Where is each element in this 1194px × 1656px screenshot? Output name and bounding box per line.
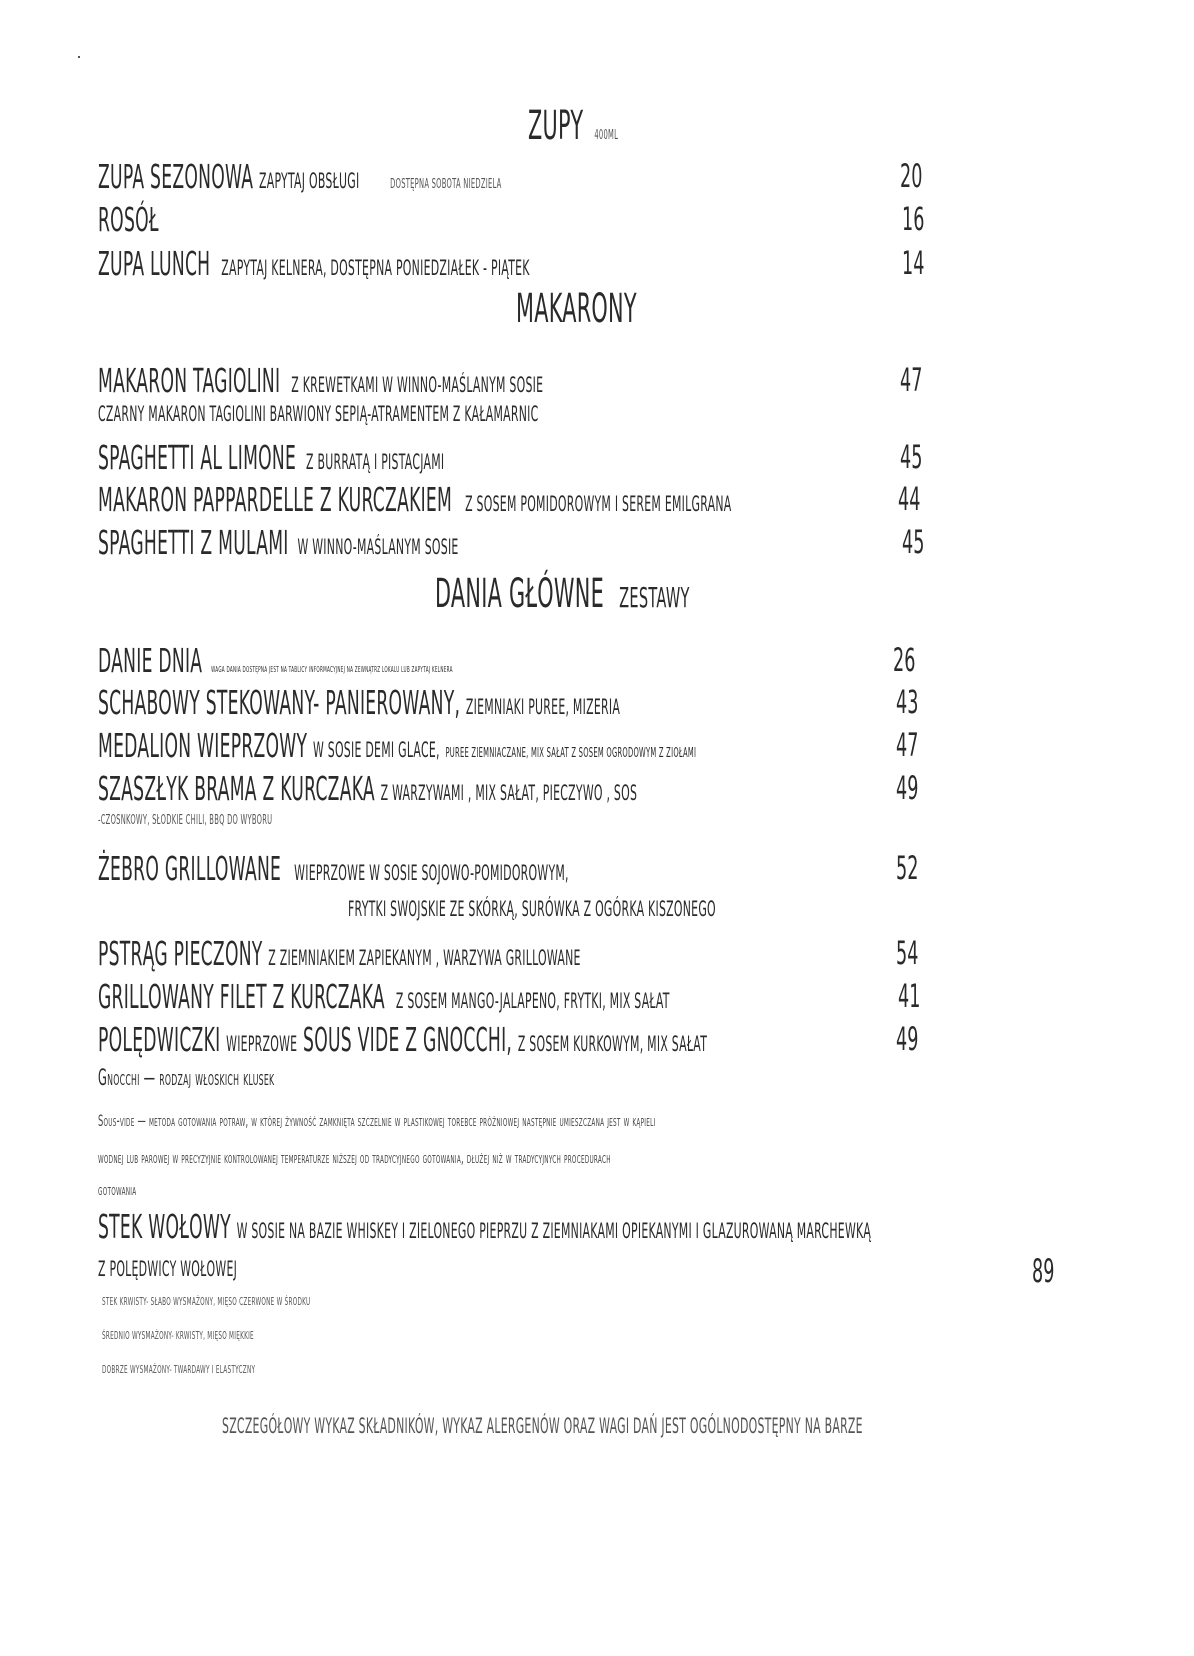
menu-item-pappardelle: MAKARON PAPPARDELLE Z KURCZAKIEM Z SOSEM POMIDOROWYM I SEREM EMILGRANA (98, 480, 732, 519)
section-note-volume: 400ML (594, 128, 619, 143)
menu-item-zupa-lunch: ZUPA LUNCH ZAPYTAJ KELNERA, DOSTĘPNA PONIEDZIAŁEK - PIĄTEK (98, 244, 530, 283)
section-title-dania: DANIA GŁÓWNE ZESTAWY (435, 571, 690, 617)
menu-item-poledwiczki: POLĘDWICZKI WIEPRZOWE SOUS VIDE Z GNOCCHI, Z SOSEM KURKOWYM, MIX SAŁAT (98, 1020, 708, 1059)
price-tagiolini: 47 (900, 361, 923, 399)
note-gnocchi: Gnocchi — rodzaj włoskich klusek (98, 1066, 275, 1091)
section-title-makarony: MAKARONY (516, 286, 637, 332)
price-stek: 89 (1032, 1252, 1055, 1290)
note-sous-vide-2: wodnej lub parowej w precyzyjnie kontrolowanej temperaturze niższej od tradycyjnego gotowania, dłużej niż w tradycyjnych procedurach (98, 1148, 611, 1167)
price-zebro: 52 (896, 849, 919, 887)
price-poledwiczki: 49 (896, 1020, 919, 1058)
menu-item-danie-dnia: DANIE DNIA WAGA DANIA DOSTĘPNA JEST NA TABLICY INFORMACYJNEJ NA ZEWNĄTRZ LOKALU LUB ZAPYTAJ KELNERA (98, 641, 453, 680)
menu-item-spaghetti-mule: SPAGHETTI Z MULAMI W WINNO-MAŚLANYM SOSIE (98, 523, 459, 562)
page-speck (78, 56, 80, 58)
menu-item-filet: GRILLOWANY FILET Z KURCZAKA Z SOSEM MANGO-JALAPENO, FRYTKI, MIX SAŁAT (98, 977, 670, 1016)
note-sous-vide-3: gotowania (98, 1180, 137, 1199)
price-pstrag: 54 (896, 934, 919, 972)
menu-item-schabowy: SCHABOWY STEKOWANY- PANIEROWANY, ZIEMNIAKI PUREE, MIZERIA (98, 683, 621, 722)
menu-item-zebro-sides: FRYTKI SWOJSKIE ZE SKÓRKĄ, SURÓWKA Z OGÓRKA KISZONEGO (348, 897, 716, 921)
price-zupa-sezonowa: 20 (900, 157, 923, 195)
menu-item-stek: STEK WOŁOWY W SOSIE NA BAZIE WHISKEY I ZIELONEGO PIEPRZU Z ZIEMNIAKAMI OPIEKANYMI I GLAZUROWANĄ MARCHEWKĄ (98, 1207, 872, 1246)
menu-item-szaszlyk-sauces: -CZOSNKOWY, SŁODKIE CHILI, BBQ DO WYBORU (98, 813, 273, 828)
price-schabowy: 43 (896, 683, 919, 721)
price-rosol: 16 (902, 200, 925, 238)
section-title-zupy: ZUPY 400ML (528, 103, 619, 149)
section-subtitle-zestawy: ZESTAWY (619, 581, 690, 614)
menu-item-pstrag: PSTRĄG PIECZONY Z ZIEMNIAKIEM ZAPIEKANYM , WARZYWA GRILLOWANE (98, 934, 581, 973)
price-spaghetti-mule: 45 (902, 523, 925, 561)
price-zupa-lunch: 14 (902, 244, 925, 282)
menu-item-stek-cut: Z POLĘDWICY WOŁOWEJ (98, 1257, 238, 1281)
note-sous-vide-1: Sous-vide — metoda gotowania potraw, w której żywność zamknięta szczelnie w plastikowej torebce próżniowej następnie umieszczana jest w kąpieli (98, 1111, 656, 1130)
menu-item-spaghetti-limone: SPAGHETTI AL LIMONE Z BURRATĄ I PISTACJAMI (98, 438, 445, 477)
menu-item-tagiolini: MAKARON TAGIOLINI Z KREWETKAMI W WINNO-MAŚLANYM SOSIE (98, 361, 544, 400)
footer-allergen-note: SZCZEGÓŁOWY WYKAZ SKŁADNIKÓW, WYKAZ ALERGENÓW ORAZ WAGI DAŃ JEST OGÓLNODOSTĘPNY NA BARZE (222, 1414, 863, 1438)
menu-item-medalion: MEDALION WIEPRZOWY W SOSIE DEMI GLACE, PUREE ZIEMNIACZANE, MIX SAŁAT Z SOSEM OGRODOWYM Z ZIOŁAMI (98, 726, 697, 765)
price-filet: 41 (898, 977, 921, 1015)
price-pappardelle: 44 (898, 480, 921, 518)
note-doneness-rare: STEK KRWISTY- SŁABO WYSMAŻONY, MIĘSO CZERWONE W ŚRODKU (102, 1295, 311, 1308)
menu-item-tagiolini-note: CZARNY MAKARON TAGIOLINI BARWIONY SEPIĄ-ATRAMENTEM Z KAŁAMARNIC (98, 402, 539, 426)
menu-item-szaszlyk: SZASZŁYK BRAMA Z KURCZAKA Z WARZYWAMI , MIX SAŁAT, PIECZYWO , SOS (98, 769, 638, 808)
price-medalion: 47 (896, 726, 919, 764)
price-danie-dnia: 26 (893, 641, 916, 679)
price-spaghetti-limone: 45 (900, 438, 923, 476)
menu-item-rosol: ROSÓŁ (98, 200, 159, 239)
note-doneness-medium: ŚREDNIO WYSMAŻONY- KRWISTY, MIĘSO MIĘKKIE (102, 1329, 254, 1342)
note-doneness-well: DOBRZE WYSMAŻONY- TWARDAWY I ELASTYCZNY (102, 1363, 256, 1376)
price-szaszlyk: 49 (896, 769, 919, 807)
menu-item-zebro: ŻEBRO GRILLOWANE WIEPRZOWE W SOSIE SOJOWO-POMIDOROWYM, (98, 849, 569, 888)
menu-item-zupa-sezonowa: ZUPA SEZONOWA ZAPYTAJ OBSŁUGI DOSTĘPNA SOBOTA NIEDZIELA (98, 157, 502, 196)
